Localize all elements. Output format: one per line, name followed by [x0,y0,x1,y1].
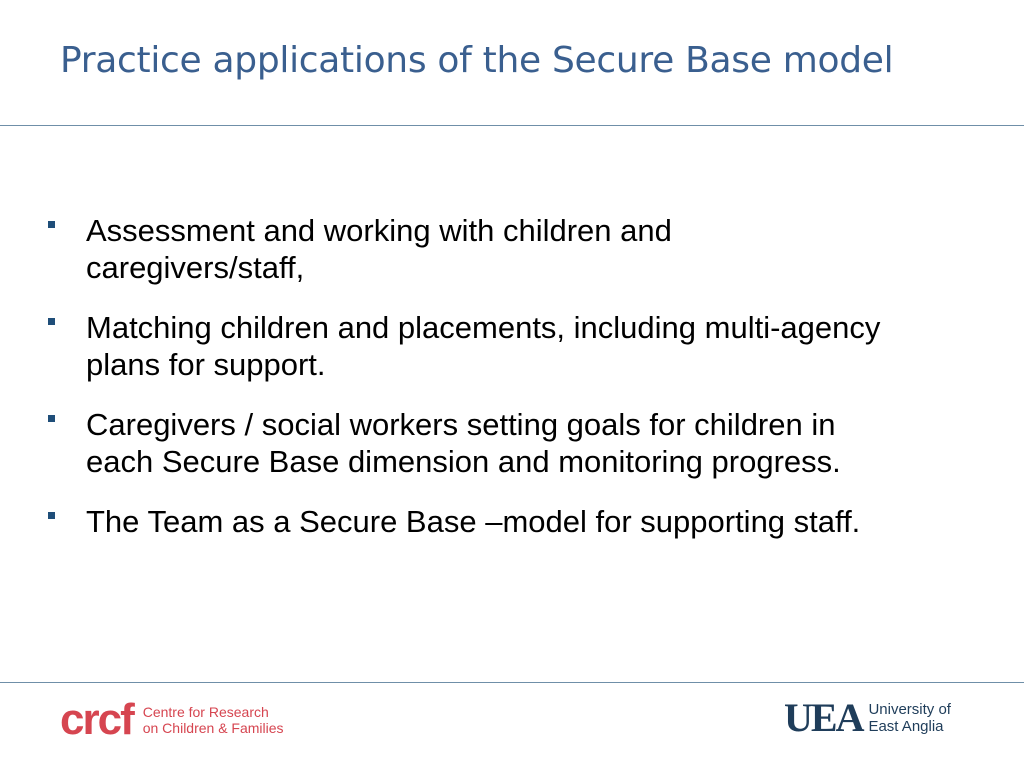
bullet-list [48,212,988,563]
uea-line-2: East Anglia [868,718,944,735]
crcf-logo-text [143,704,284,736]
uea-logo-block [784,695,951,740]
slide-title: Practice applications of the Secure Base model [60,40,894,81]
crcf-line-1: Centre for Research [142,704,269,720]
crcf-line-2: on Children & Families [142,720,284,736]
title-divider [0,125,1024,126]
bullet-line: Matching children and placements, including multi-agency [86,310,881,345]
bullet-line: Caregivers / social workers setting goals for children in [86,407,836,442]
square-bullet-icon [48,415,55,422]
square-bullet-icon [48,318,55,325]
uea-logo-icon: UEA [784,695,863,740]
bullet-item [48,503,988,540]
bullet-item [48,309,988,383]
bullet-line: Assessment and working with children and [86,213,672,248]
uea-logo-text [868,701,951,735]
crcf-logo-icon: crcf [60,695,133,744]
uea-line-1: University of [868,701,951,718]
bullet-line: The Team as a Secure Base –model for supporting staff. [86,504,861,539]
bullet-line: caregivers/staff, [86,250,305,285]
bullet-line: plans for support. [86,347,326,382]
square-bullet-icon [48,221,55,228]
bullet-line: each Secure Base dimension and monitoring progress. [86,444,841,479]
bullet-item [48,212,988,286]
crcf-logo-block [60,695,284,744]
bullet-item [48,406,988,480]
footer-divider [0,682,1024,683]
square-bullet-icon [48,512,55,519]
